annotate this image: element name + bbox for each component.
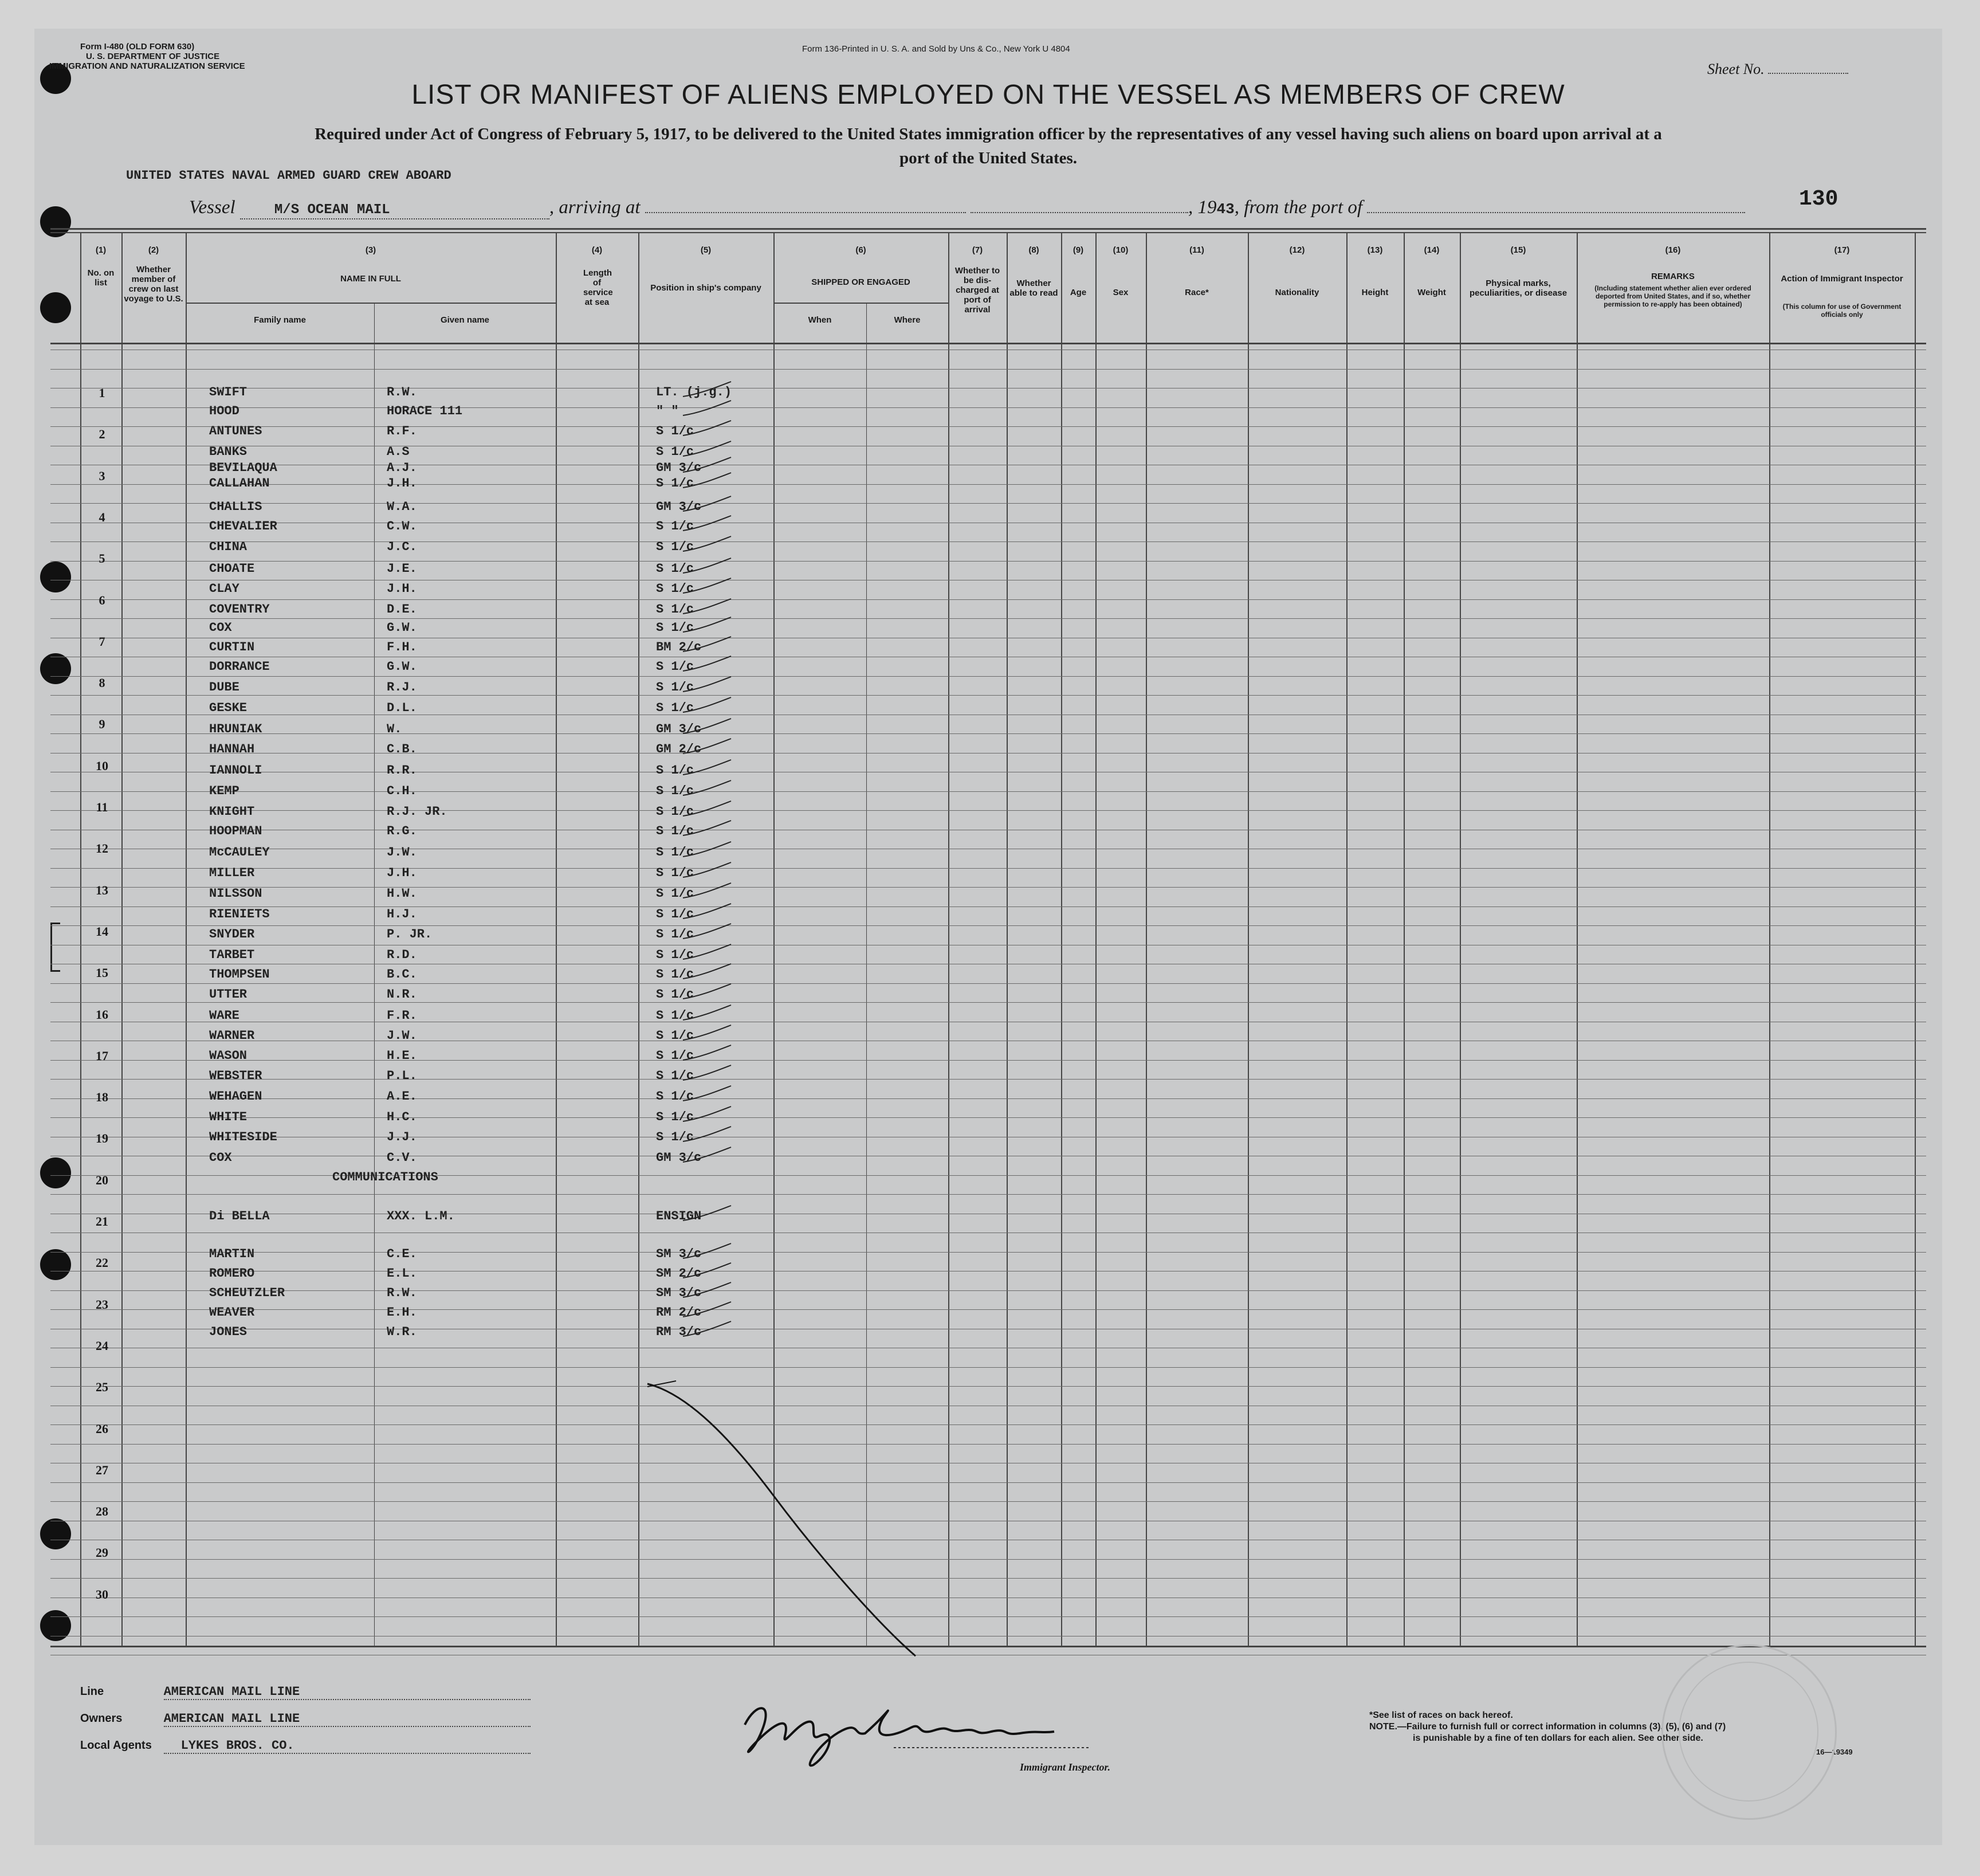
comm-position: SM 3/c bbox=[656, 1247, 702, 1261]
crew-given-name: J.J. bbox=[387, 1130, 417, 1144]
crew-position: S 1/c bbox=[656, 562, 694, 576]
line-number: 28 bbox=[96, 1504, 108, 1518]
crew-given-name: D.E. bbox=[387, 602, 417, 617]
line-number: 12 bbox=[96, 841, 108, 855]
crew-position: S 1/c bbox=[656, 886, 694, 901]
crew-family-name: CHEVALIER bbox=[209, 519, 277, 533]
crew-given-name: R.J. JR. bbox=[387, 804, 447, 819]
crew-position: S 1/c bbox=[656, 1130, 694, 1144]
col12-number: (12) bbox=[1289, 245, 1305, 255]
crew-family-name: RIENIETS bbox=[209, 907, 270, 921]
crew-given-name: G.W. bbox=[387, 660, 417, 674]
comm-given-name: W.R. bbox=[387, 1325, 417, 1339]
crew-given-name: P. JR. bbox=[387, 927, 433, 941]
crew-family-name: TARBET bbox=[209, 948, 255, 962]
crew-family-name: BANKS bbox=[209, 445, 247, 459]
col16-sublabel: (Including statement whether alien ever ordered deported from United States, and if so, whether permission to re-apply has been obtained) bbox=[1594, 284, 1751, 308]
crew-given-name: R.W. bbox=[387, 385, 417, 399]
crew-family-name: NILSSON bbox=[209, 886, 262, 901]
crew-position: S 1/c bbox=[656, 1089, 694, 1104]
line-number: 27 bbox=[96, 1463, 108, 1477]
line-number: 24 bbox=[96, 1339, 108, 1353]
col11-label: Race* bbox=[1185, 288, 1209, 297]
col4-label: Length of service at sea bbox=[583, 268, 613, 307]
crew-family-name: WARNER bbox=[209, 1029, 255, 1043]
crew-family-name: CALLAHAN bbox=[209, 476, 270, 490]
form-title: LIST OR MANIFEST OF ALIENS EMPLOYED ON THE VESSEL AS MEMBERS OF CREW bbox=[411, 80, 1565, 110]
crew-given-name: R.R. bbox=[387, 763, 417, 778]
line-label: Line bbox=[80, 1685, 104, 1698]
crew-position: S 1/c bbox=[656, 701, 694, 715]
crew-family-name: MILLER bbox=[209, 866, 255, 880]
crew-position: LT. (j.g.) bbox=[656, 385, 732, 399]
line-number: 17 bbox=[96, 1049, 108, 1063]
crew-position: S 1/c bbox=[656, 804, 694, 819]
crew-given-name: H.C. bbox=[387, 1110, 417, 1124]
col6-when: When bbox=[808, 315, 832, 325]
crew-position: S 1/c bbox=[656, 519, 694, 533]
col5-number: (5) bbox=[700, 245, 712, 255]
col14-label: Weight bbox=[1417, 288, 1446, 297]
agents-row bbox=[80, 1738, 531, 1754]
crew-position: S 1/c bbox=[656, 784, 694, 798]
inspector-label: Immigrant Inspector. bbox=[1020, 1761, 1111, 1773]
col16-number: (16) bbox=[1665, 245, 1681, 255]
page-number: 130 bbox=[1799, 187, 1838, 211]
comm-family-name: WEAVER bbox=[209, 1305, 255, 1320]
col15-label: Physical marks, peculiarities, or disease bbox=[1469, 278, 1568, 298]
crew-given-name: H.E. bbox=[387, 1049, 417, 1063]
crew-family-name: WEBSTER bbox=[209, 1069, 262, 1083]
line-number: 4 bbox=[99, 510, 105, 524]
line-row bbox=[80, 1685, 531, 1700]
line-number: 7 bbox=[99, 634, 105, 649]
line-number: 2 bbox=[99, 427, 105, 441]
col3-family: Family name bbox=[254, 315, 306, 325]
form-code: 16—19349 bbox=[1816, 1748, 1853, 1756]
comm-given-name: E.L. bbox=[387, 1266, 417, 1281]
agents-value: LYKES BROS. CO. bbox=[180, 1738, 294, 1753]
col2-label: Whether member of crew on last voyage to U.S. bbox=[124, 265, 183, 304]
crew-given-name: A.J. bbox=[387, 461, 417, 475]
crew-given-name: J.W. bbox=[387, 1029, 417, 1043]
form-subtitle-2: port of the United States. bbox=[899, 149, 1078, 167]
sheet-label: Sheet No. bbox=[1707, 61, 1765, 77]
crew-given-name: W. bbox=[387, 722, 402, 736]
line-number: 13 bbox=[96, 883, 108, 897]
crew-given-name: J.H. bbox=[387, 476, 417, 490]
crew-given-name: F.R. bbox=[387, 1008, 417, 1023]
crew-family-name: COX bbox=[209, 621, 232, 635]
col2-number: (2) bbox=[148, 245, 159, 255]
crew-position: S 1/c bbox=[656, 927, 694, 941]
crew-family-name: BEVILAQUA bbox=[209, 461, 277, 475]
crew-position: S 1/c bbox=[656, 824, 694, 838]
crew-given-name: C.B. bbox=[387, 742, 417, 756]
col3-label: NAME IN FULL bbox=[340, 274, 401, 284]
line-number: 25 bbox=[96, 1380, 108, 1394]
crew-given-name: C.V. bbox=[387, 1151, 417, 1165]
year-value: 43 bbox=[1216, 201, 1235, 218]
line-number: 8 bbox=[99, 676, 105, 690]
form-subtitle-1: Required under Act of Congress of February 5, 1917, to be delivered to the United States immigration officer by the representatives of any vessel having such aliens on board upon arrival at a bbox=[315, 125, 1662, 143]
col4-number: (4) bbox=[591, 245, 603, 255]
line-number: 16 bbox=[96, 1007, 108, 1022]
col9-label: Age bbox=[1070, 288, 1087, 297]
line-field bbox=[164, 1685, 531, 1700]
col12-label: Nationality bbox=[1275, 288, 1319, 297]
col7-number: (7) bbox=[972, 245, 983, 255]
col1-number: (1) bbox=[95, 245, 107, 255]
line-number: 22 bbox=[96, 1255, 108, 1270]
agents-label: Local Agents bbox=[80, 1739, 152, 1752]
crew-family-name: WHITE bbox=[209, 1110, 247, 1124]
line-number: 10 bbox=[96, 759, 108, 773]
line-number: 9 bbox=[99, 717, 105, 731]
crew-family-name: CLAY bbox=[209, 582, 239, 596]
vessel-value: M/S OCEAN MAIL bbox=[274, 202, 390, 218]
crew-position: GM 2/c bbox=[656, 742, 702, 756]
crew-given-name: J.W. bbox=[387, 845, 417, 859]
crew-position: S 1/c bbox=[656, 845, 694, 859]
crew-position: S 1/c bbox=[656, 967, 694, 982]
comm-given-name: R.W. bbox=[387, 1286, 417, 1300]
crew-position: S 1/c bbox=[656, 582, 694, 596]
line-value: AMERICAN MAIL LINE bbox=[163, 1685, 300, 1699]
crew-position: S 1/c bbox=[656, 1069, 694, 1083]
comm-given-name: C.E. bbox=[387, 1247, 417, 1261]
col8-label: Whether able to read bbox=[1009, 278, 1058, 298]
crew-given-name: J.H. bbox=[387, 866, 417, 880]
comm-given-name: E.H. bbox=[387, 1305, 417, 1320]
comm-position: RM 3/c bbox=[656, 1325, 702, 1339]
crew-position: S 1/c bbox=[656, 660, 694, 674]
crew-family-name: CHOATE bbox=[209, 562, 255, 576]
agents-field bbox=[164, 1738, 531, 1754]
crew-family-name: HOOD bbox=[209, 404, 239, 418]
crew-position: S 1/c bbox=[656, 540, 694, 554]
comm-family-name: Di BELLA bbox=[209, 1209, 270, 1223]
crew-given-name: N.R. bbox=[387, 987, 417, 1002]
col3-number: (3) bbox=[365, 245, 376, 255]
manifest-page bbox=[34, 29, 1942, 1845]
printer-line: Form 136-Printed in U. S. A. and Sold by Uns & Co., New York U 4804 bbox=[802, 44, 1070, 54]
col10-label: Sex bbox=[1113, 288, 1129, 297]
crew-family-name: CHINA bbox=[209, 540, 247, 554]
crew-family-name: IANNOLI bbox=[209, 763, 262, 778]
crew-family-name: CURTIN bbox=[209, 640, 255, 654]
vessel-label: Vessel bbox=[189, 197, 235, 218]
crew-position: " " bbox=[656, 404, 679, 418]
crew-family-name: UTTER bbox=[209, 987, 247, 1002]
col9-number: (9) bbox=[1072, 245, 1084, 255]
crew-given-name: G.W. bbox=[387, 621, 417, 635]
crew-given-name: J.E. bbox=[387, 562, 417, 576]
crew-family-name: WARE bbox=[209, 1008, 239, 1023]
crew-given-name: H.W. bbox=[387, 886, 417, 901]
crew-position: S 1/c bbox=[656, 948, 694, 962]
crew-family-name: KNIGHT bbox=[209, 804, 255, 819]
crew-family-name: GESKE bbox=[209, 701, 247, 715]
crew-family-name: KEMP bbox=[209, 784, 239, 798]
crew-position: S 1/c bbox=[656, 1049, 694, 1063]
col13-label: Height bbox=[1361, 288, 1389, 297]
comm-family-name: ROMERO bbox=[209, 1266, 255, 1281]
comm-family-name: SCHEUTZLER bbox=[209, 1286, 285, 1300]
col13-number: (13) bbox=[1367, 245, 1383, 255]
crew-position: S 1/c bbox=[656, 1029, 694, 1043]
owners-field bbox=[164, 1712, 531, 1727]
crew-family-name: WHITESIDE bbox=[209, 1130, 277, 1144]
crew-position: S 1/c bbox=[656, 621, 694, 635]
crew-family-name: HANNAH bbox=[209, 742, 255, 756]
crew-given-name: R.J. bbox=[387, 680, 417, 694]
col8-number: (8) bbox=[1028, 245, 1039, 255]
crew-given-name: R.F. bbox=[387, 424, 417, 438]
note-penalty-1: NOTE.—Failure to furnish full or correct information in columns (3), (5), (6) and (7) bbox=[1369, 1722, 1726, 1732]
crew-position: S 1/c bbox=[656, 763, 694, 778]
crew-given-name: R.G. bbox=[387, 824, 417, 838]
crew-position: S 1/c bbox=[656, 476, 694, 490]
crew-family-name: WASON bbox=[209, 1049, 247, 1063]
crew-position: GM 3/c bbox=[656, 1151, 702, 1165]
line-number: 18 bbox=[96, 1090, 108, 1104]
col11-number: (11) bbox=[1189, 245, 1204, 255]
crew-family-name: THOMPSEN bbox=[209, 967, 270, 982]
comm-family-name: JONES bbox=[209, 1325, 247, 1339]
comm-position: SM 2/c bbox=[656, 1266, 702, 1281]
crew-position: GM 3/c bbox=[656, 722, 702, 736]
crew-position: GM 3/c bbox=[656, 461, 702, 475]
note-penalty-2: is punishable by a fine of ten dollars for each alien. See other side. bbox=[1413, 1733, 1703, 1743]
comm-position: ENSIGN bbox=[656, 1209, 702, 1223]
crew-family-name: CHALLIS bbox=[209, 500, 262, 514]
col17-sublabel: (This column for use of Government officials only bbox=[1782, 303, 1902, 319]
crew-family-name: McCAULEY bbox=[209, 845, 270, 859]
crew-family-name: HRUNIAK bbox=[209, 722, 262, 736]
line-number: 3 bbox=[99, 469, 105, 483]
crew-family-name: COVENTRY bbox=[209, 602, 270, 617]
crew-given-name: J.C. bbox=[387, 540, 417, 554]
line-number: 11 bbox=[96, 800, 108, 814]
crew-position: S 1/c bbox=[656, 602, 694, 617]
form-number: Form I-480 (OLD FORM 630) bbox=[80, 42, 195, 52]
owners-row bbox=[80, 1712, 531, 1727]
crew-family-name: DUBE bbox=[209, 680, 239, 694]
communications-heading: COMMUNICATIONS bbox=[332, 1170, 438, 1184]
comm-given-name: XXX. L.M. bbox=[387, 1209, 455, 1223]
crew-given-name: J.H. bbox=[387, 582, 417, 596]
comm-family-name: MARTIN bbox=[209, 1247, 255, 1261]
inspector-signature-icon bbox=[722, 1679, 1123, 1771]
col1-label: No. on list bbox=[87, 268, 115, 288]
col14-number: (14) bbox=[1424, 245, 1440, 255]
crew-given-name: P.L. bbox=[387, 1069, 417, 1083]
crew-family-name: HOOPMAN bbox=[209, 824, 262, 838]
line-number: 14 bbox=[96, 924, 108, 939]
crew-family-name: SWIFT bbox=[209, 385, 247, 399]
line-number: 19 bbox=[96, 1131, 108, 1145]
owners-value: AMERICAN MAIL LINE bbox=[163, 1712, 300, 1726]
line-number: 1 bbox=[99, 386, 105, 400]
crew-family-name: DORRANCE bbox=[209, 660, 270, 674]
line-number: 23 bbox=[96, 1297, 108, 1312]
crew-given-name: F.H. bbox=[387, 640, 417, 654]
crew-given-name: D.L. bbox=[387, 701, 417, 715]
crew-position: S 1/c bbox=[656, 680, 694, 694]
owners-label: Owners bbox=[80, 1712, 123, 1725]
cancel-stroke-icon bbox=[34, 29, 1942, 1845]
crew-family-name: ANTUNES bbox=[209, 424, 262, 438]
crew-position: GM 3/c bbox=[656, 500, 702, 514]
line-number: 20 bbox=[96, 1173, 108, 1187]
line-number: 26 bbox=[96, 1422, 108, 1436]
crew-given-name: A.S bbox=[387, 445, 410, 459]
embossed-seal bbox=[1679, 1662, 1818, 1802]
crew-position: S 1/c bbox=[656, 445, 694, 459]
col15-number: (15) bbox=[1510, 245, 1526, 255]
crew-position: S 1/c bbox=[656, 866, 694, 880]
crew-position: S 1/c bbox=[656, 987, 694, 1002]
line-number: 15 bbox=[96, 966, 108, 980]
crew-family-name: SNYDER bbox=[209, 927, 255, 941]
crew-given-name: C.H. bbox=[387, 784, 417, 798]
crew-given-name: HORACE 111 bbox=[387, 404, 463, 418]
crew-given-name: W.A. bbox=[387, 500, 417, 514]
crew-position: BM 2/c bbox=[656, 640, 702, 654]
typed-note: UNITED STATES NAVAL ARMED GUARD CREW ABOARD bbox=[126, 168, 451, 183]
year-prefix: , 19 bbox=[1188, 197, 1217, 218]
line-number: 21 bbox=[96, 1214, 108, 1229]
col5-label: Position in ship's company bbox=[650, 283, 761, 293]
arriving-label: , arriving at bbox=[549, 197, 641, 218]
crew-given-name: A.E. bbox=[387, 1089, 417, 1104]
col7-label: Whether to be dis-charged at port of arrival bbox=[954, 266, 1000, 315]
crew-position: S 1/c bbox=[656, 1008, 694, 1023]
line-number: 6 bbox=[99, 593, 105, 607]
crew-given-name: R.D. bbox=[387, 948, 417, 962]
col17-number: (17) bbox=[1834, 245, 1850, 255]
col17-label: Action of Immigrant Inspector bbox=[1781, 274, 1903, 284]
note-races: *See list of races on back hereof. bbox=[1369, 1710, 1513, 1720]
department: U. S. DEPARTMENT OF JUSTICE bbox=[86, 52, 220, 61]
crew-family-name: WEHAGEN bbox=[209, 1089, 262, 1104]
crew-given-name: H.J. bbox=[387, 907, 417, 921]
comm-position: SM 3/c bbox=[656, 1286, 702, 1300]
crew-position: S 1/c bbox=[656, 424, 694, 438]
crew-given-name: C.W. bbox=[387, 519, 417, 533]
crew-position: S 1/c bbox=[656, 1110, 694, 1124]
col6-where: Where bbox=[894, 315, 921, 325]
service: IMMIGRATION AND NATURALIZATION SERVICE bbox=[49, 61, 245, 71]
line-number: 5 bbox=[99, 551, 105, 566]
line-number: 30 bbox=[96, 1587, 108, 1602]
col6-label: SHIPPED OR ENGAGED bbox=[811, 277, 910, 287]
col16-label: REMARKS bbox=[1651, 272, 1695, 281]
comm-position: RM 2/c bbox=[656, 1305, 702, 1320]
col3-given: Given name bbox=[440, 315, 490, 325]
crew-family-name: COX bbox=[209, 1151, 232, 1165]
line-number: 29 bbox=[96, 1545, 108, 1560]
from-port-label: , from the port of bbox=[1234, 197, 1363, 218]
col6-number: (6) bbox=[855, 245, 866, 255]
crew-position: S 1/c bbox=[656, 907, 694, 921]
col10-number: (10) bbox=[1113, 245, 1129, 255]
crew-given-name: B.C. bbox=[387, 967, 417, 982]
